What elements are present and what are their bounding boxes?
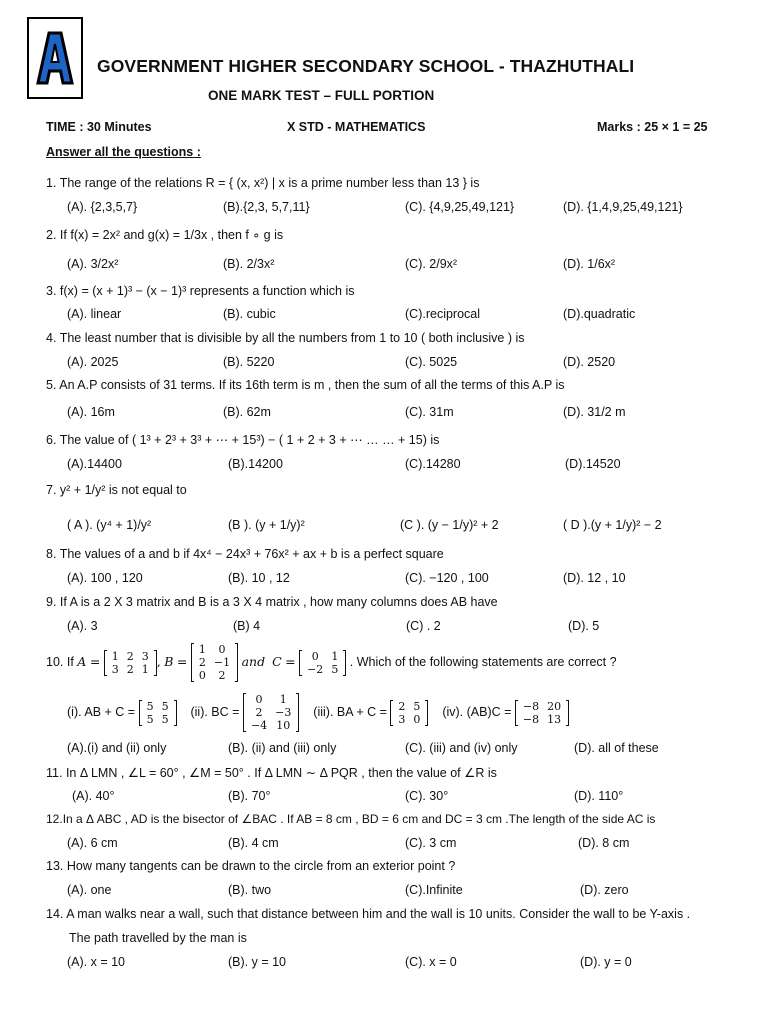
statement-iv: (iv). (AB)C = −8 20 −8 13: [442, 705, 569, 719]
option-b: (B). 2/3x²: [223, 257, 275, 271]
marks-label: Marks : 25 × 1 = 25: [597, 120, 708, 134]
school-logo: [27, 17, 83, 99]
option-c: (C). {4,9,25,49,121}: [405, 200, 515, 214]
question-10: 10. If A = 1 2 3 3 2 1 , B = 1 0 2 −1 0 2 and C = 0 1 −2 5 . Which of the following statements are correct ?: [46, 643, 617, 683]
matrix-c: [299, 650, 346, 676]
question-1: [46, 176, 479, 190]
question-11: [46, 765, 497, 780]
matrix-cell: 1: [279, 693, 287, 707]
matrix-cell: −2: [307, 662, 324, 676]
question-number: 11.: [46, 766, 63, 780]
option-d: (D). 5: [568, 619, 600, 633]
option-d: (D). zero: [580, 883, 629, 897]
option-c: (C). 3 cm: [405, 836, 457, 850]
option-d: (D).14520: [565, 457, 621, 471]
question-text: If: [66, 655, 78, 669]
question-text: The least number that is divisible by all the numbers from 1 to 10 ( both inclusive ) is: [59, 331, 525, 345]
matrix-cell: 5: [161, 699, 169, 713]
question-number: 3.: [46, 284, 57, 298]
test-name: ONE MARK TEST – FULL PORTION: [208, 88, 435, 103]
option-c: (C). (iii) and (iv) only: [405, 741, 518, 755]
option-b: (B).{2,3, 5,7,11}: [223, 200, 310, 214]
matrix-cell: 2: [198, 656, 206, 670]
question-14-line-2: The path travelled by the man is: [69, 931, 247, 945]
option-b: (B). two: [228, 883, 272, 897]
question-text: f(x) = (x + 1)³ − (x − 1)³ represents a function which is: [59, 284, 355, 298]
option-d: (D).quadratic: [563, 307, 636, 321]
matrix-a: [104, 650, 157, 676]
option-c: (C). 30°: [405, 789, 449, 803]
option-c: (C). 31m: [405, 405, 454, 419]
question-text: An A.P consists of 31 terms. If its 16th term is m , then the sum of all the terms of this A.P is: [59, 378, 565, 392]
option-d: (D). 31/2 m: [563, 405, 626, 419]
option-d: (D). all of these: [574, 741, 659, 755]
matrix-b: [191, 643, 238, 682]
matrix-cell: −8: [522, 699, 540, 713]
option-a: (A). {2,3,5,7}: [67, 200, 138, 214]
matrix-cell: 0: [311, 649, 319, 663]
matrix-cell: 5: [413, 699, 421, 713]
question-10-statements: [67, 692, 569, 732]
matrix-cell: 3: [141, 649, 149, 663]
option-c: (C). 2/9x²: [405, 257, 458, 271]
question-number: 1.: [46, 176, 57, 190]
question-text: The values of a and b if 4x⁴ − 24x³ + 76x² + ax + b is a perfect square: [59, 547, 444, 561]
matrix-cell: 5: [331, 662, 339, 676]
matrix-cell: 5: [161, 712, 169, 726]
option-b: (B). 4 cm: [228, 836, 279, 850]
subject-label: X STD - MATHEMATICS: [287, 120, 426, 134]
option-a: (A).14400: [67, 457, 122, 471]
option-c: (C ). (y − 1/y)² + 2: [400, 518, 499, 532]
option-c: (C). x = 0: [405, 955, 457, 969]
logo-letter-a-icon: [29, 19, 81, 97]
question-number: 5.: [46, 378, 57, 392]
matrix-cell: 2: [126, 649, 134, 663]
option-a: (A). linear: [67, 307, 122, 321]
option-c: (C). −120 , 100: [405, 571, 489, 585]
matrix-cell: 1: [141, 662, 149, 676]
matrix-cell: 20: [547, 699, 562, 713]
matrix-cell: 2: [218, 669, 226, 683]
matrix-cell: −8: [522, 712, 540, 726]
school-name: GOVERNMENT HIGHER SECONDARY SCHOOL - THAZHUTHALI: [97, 56, 635, 76]
option-b: (B ). (y + 1/y)²: [228, 518, 305, 532]
question-12: [46, 812, 655, 826]
question-7: [46, 483, 187, 497]
question-14: [46, 907, 690, 921]
question-3: [46, 284, 354, 298]
option-a: (A). 2025: [67, 355, 119, 369]
option-a: (A). 3: [67, 619, 98, 633]
option-b: (B).14200: [228, 457, 283, 471]
question-text: A man walks near a wall, such that distance between him and the wall is 10 units. Consider the wall to be Y-axis .: [66, 907, 691, 921]
question-5: [46, 378, 565, 392]
question-number: 13.: [46, 859, 64, 873]
question-number: 14.: [46, 907, 64, 921]
question-text: How many tangents can be drawn to the circle from an exterior point ?: [66, 859, 456, 873]
statement-iii: (iii). BA + C = 2 5 3 0: [313, 705, 428, 719]
statement-ii: (ii). BC = 0 1 2 −3 −4 10: [190, 705, 299, 719]
option-a: ( A ). (y⁴ + 1)/y²: [67, 518, 152, 532]
matrix-cell: 0: [198, 669, 206, 683]
option-d: (D). 12 , 10: [563, 571, 626, 585]
matrix-cell: −1: [213, 656, 231, 670]
option-c: (C).Infinite: [405, 883, 463, 897]
question-number: 9.: [46, 595, 57, 609]
matrix-cell: 10: [276, 719, 291, 733]
statement-i: (i). AB + C = 5 5 5 5: [67, 705, 177, 719]
option-d: (D). 1/6x²: [563, 257, 616, 271]
option-d: (D). 2520: [563, 355, 616, 369]
option-d: (D). y = 0: [580, 955, 632, 969]
question-2: [46, 227, 283, 242]
option-b: (B). y = 10: [228, 955, 287, 969]
matrix-cell: 2: [398, 699, 406, 713]
question-number: 12.: [46, 812, 63, 826]
matrix-cell: 13: [547, 712, 562, 726]
question-text: The range of the relations R = { (x, x²) | x is a prime number less than 13 } is: [59, 176, 480, 190]
option-b: (B) 4: [233, 619, 261, 633]
matrix-cell: 0: [413, 712, 421, 726]
matrix-cell: 0: [218, 643, 226, 657]
matrix-cell: 5: [146, 712, 154, 726]
question-number: 6.: [46, 433, 57, 447]
option-b: (B). 5220: [223, 355, 275, 369]
question-9: [46, 595, 498, 609]
question-text: The value of ( 1³ + 2³ + 3³ + ⋯ + 15³) − ( 1 + 2 + 3 + ⋯ … … + 15) is: [59, 433, 440, 447]
instruction: Answer all the questions :: [46, 145, 201, 159]
matrix-cell: −3: [275, 706, 292, 720]
option-a: (A). x = 10: [67, 955, 126, 969]
matrix-cell: 1: [198, 643, 206, 657]
question-text-end: . Which of the following statements are correct ?: [349, 655, 617, 669]
option-d: (D). 8 cm: [578, 836, 630, 850]
option-d: (D). 110°: [574, 789, 624, 803]
option-b: (B). 62m: [223, 405, 271, 419]
option-b: (B). 70°: [228, 789, 271, 803]
matrix-cell: 5: [146, 699, 154, 713]
option-a: (A). 100 , 120: [67, 571, 143, 585]
question-number: 10.: [46, 655, 64, 669]
question-text: If f(x) = 2x² and g(x) = 1/3x , then f ∘ g is: [59, 228, 284, 242]
question-4: [46, 331, 524, 345]
question-number: 2.: [46, 228, 57, 242]
option-c: (C). 5025: [405, 355, 458, 369]
matrix-cell: 2: [255, 706, 263, 720]
option-c: (C) . 2: [406, 619, 441, 633]
option-d: (D). {1,4,9,25,49,121}: [563, 200, 683, 214]
option-b: (B). (ii) and (iii) only: [228, 741, 337, 755]
matrix-cell: 1: [111, 649, 119, 663]
question-text: In a Δ ABC , AD is the bisector of ∠BAC . If AB = 8 cm , BD = 6 cm and DC = 3 cm .The length of the side AC is: [62, 812, 656, 826]
question-number: 4.: [46, 331, 57, 345]
question-text: In Δ LMN , ∠L = 60° , ∠M = 50° . If Δ LMN ∼ Δ PQR , then the value of ∠R is: [65, 766, 497, 780]
question-6: [46, 432, 439, 447]
matrix-cell: 3: [111, 662, 119, 676]
option-d: ( D ).(y + 1/y)² − 2: [563, 518, 662, 532]
question-number: 8.: [46, 547, 57, 561]
option-a: (A). 6 cm: [67, 836, 118, 850]
option-b: (B). cubic: [223, 307, 276, 321]
time-label: TIME : 30 Minutes: [46, 120, 152, 134]
question-13: [46, 859, 455, 873]
option-a: (A). 40°: [72, 789, 115, 803]
matrix-cell: −4: [250, 719, 268, 733]
option-c: (C).14280: [405, 457, 461, 471]
question-8: [46, 547, 444, 561]
matrix-cell: 0: [255, 693, 263, 707]
matrix-cell: 3: [398, 712, 406, 726]
matrix-cell: 1: [331, 649, 339, 663]
option-a: (A). 16m: [67, 405, 115, 419]
option-a: (A). 3/2x²: [67, 257, 119, 271]
question-text: If A is a 2 X 3 matrix and B is a 3 X 4 matrix , how many columns does AB have: [59, 595, 498, 609]
option-c: (C).reciprocal: [405, 307, 481, 321]
option-a: (A).(i) and (ii) only: [67, 741, 167, 755]
option-b: (B). 10 , 12: [228, 571, 290, 585]
question-number: 7.: [46, 483, 57, 497]
question-text: y² + 1/y² is not equal to: [59, 483, 187, 497]
matrix-cell: 2: [126, 662, 134, 676]
option-a: (A). one: [67, 883, 112, 897]
